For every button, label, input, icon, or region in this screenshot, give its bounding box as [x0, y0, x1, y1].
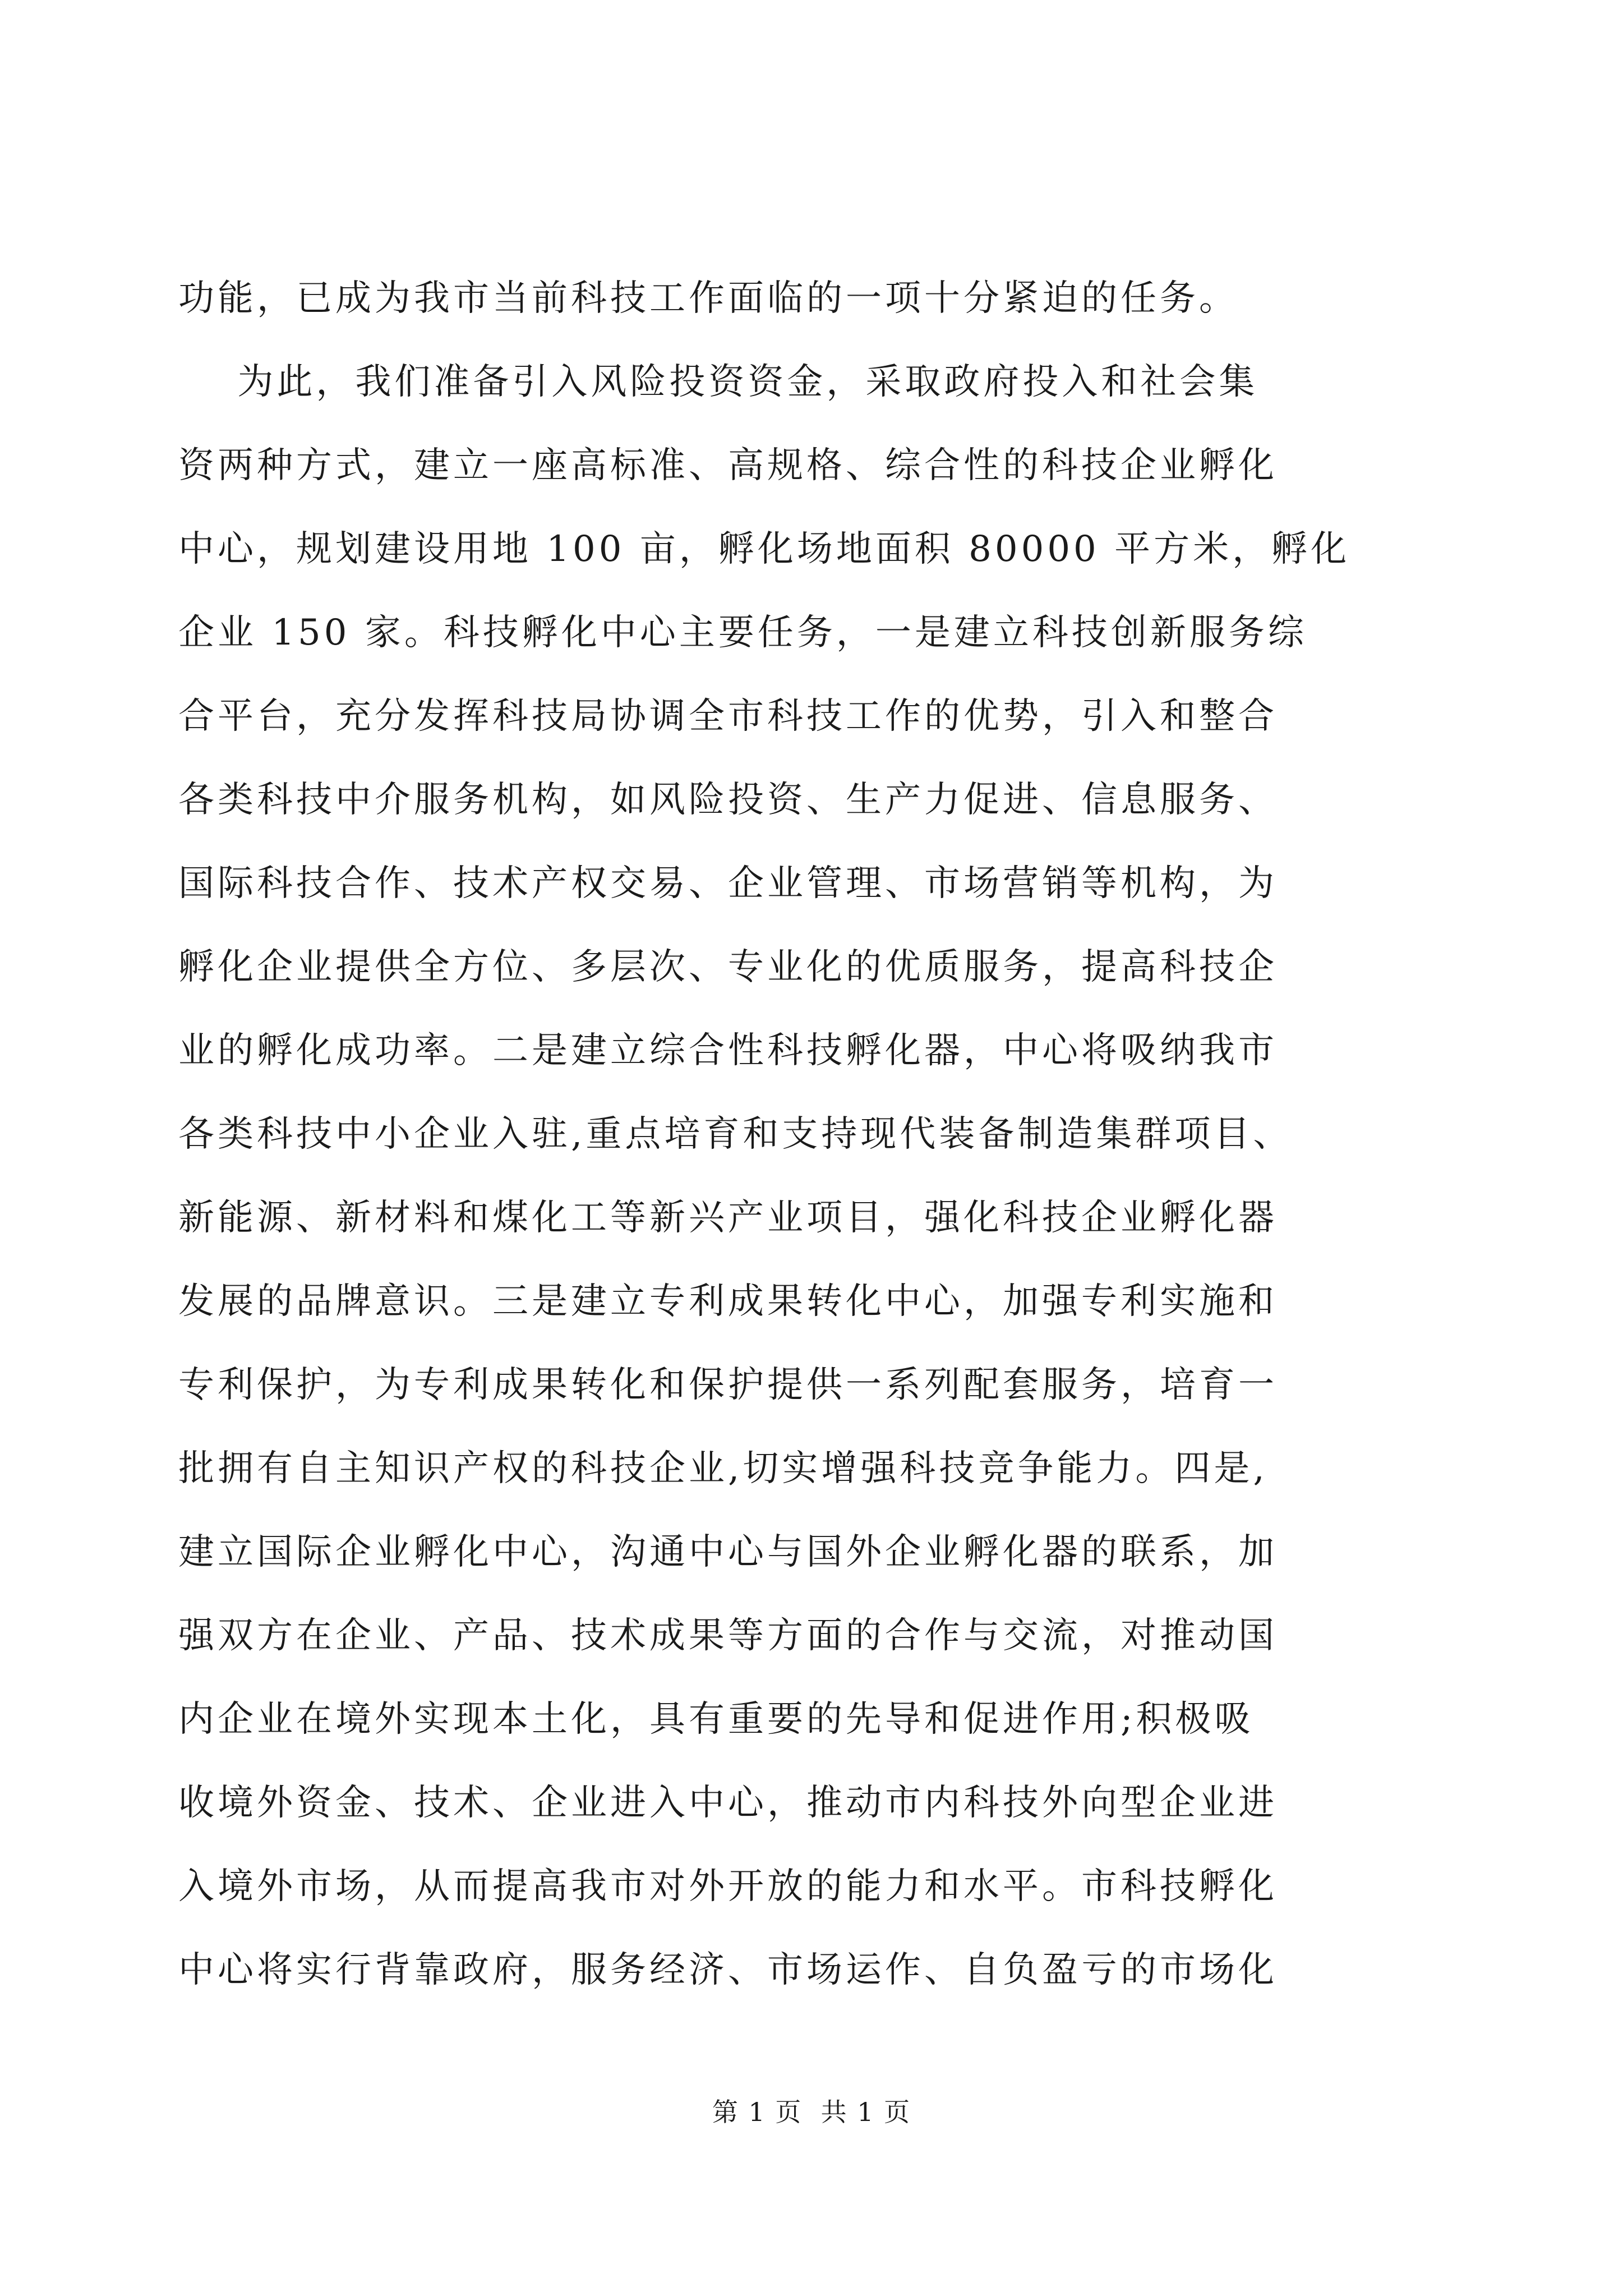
text-line: 发展的品牌意识。三是建立专利成果转化中心，加强专利实施和 — [178, 1281, 1278, 1322]
text-line: 建立国际企业孵化中心，沟通中心与国外企业孵化器的联系，加 — [178, 1531, 1278, 1573]
text-line: 各类科技中小企业入驻,重点培育和支持现代装备制造集群项目、 — [178, 1114, 1293, 1155]
text-line: 新能源、新材料和煤化工等新兴产业项目，强化科技企业孵化器 — [178, 1197, 1278, 1239]
text-line: 孵化企业提供全方位、多层次、专业化的优质服务，提高科技企 — [178, 946, 1278, 988]
text-line: 收境外资金、技术、企业进入中心，推动市内科技外向型企业进 — [178, 1782, 1278, 1824]
text-line: 入境外市场，从而提高我市对外开放的能力和水平。市科技孵化 — [178, 1866, 1278, 1907]
text-line: 合平台，充分发挥科技局协调全市科技工作的优势，引入和整合 — [178, 696, 1278, 737]
text-line: 中心，规划建设用地 100 亩，孵化场地面积 80000 平方米，孵化 — [178, 528, 1350, 570]
text-line: 业的孵化成功率。二是建立综合性科技孵化器，中心将吸纳我市 — [178, 1030, 1278, 1071]
text-line: 为此，我们准备引入风险投资资金，采取政府投入和社会集 — [178, 361, 1258, 403]
text-line: 各类科技中介服务机构，如风险投资、生产力促进、信息服务、 — [178, 779, 1278, 821]
text-line: 资两种方式，建立一座高标准、高规格、综合性的科技企业孵化 — [178, 445, 1278, 486]
text-line: 内企业在境外实现本土化，具有重要的先导和促进作用;积极吸 — [178, 1699, 1254, 1740]
text-line: 功能，已成为我市当前科技工作面临的一项十分紧迫的任务。 — [178, 278, 1238, 319]
text-line: 中心将实行背靠政府，服务经济、市场运作、自负盈亏的市场化 — [178, 1949, 1278, 1991]
page-footer — [0, 2095, 1623, 2129]
text-line: 企业 150 家。科技孵化中心主要任务，一是建立科技创新服务综 — [178, 612, 1307, 654]
text-line: 批拥有自主知识产权的科技企业,切实增强科技竞争能力。四是, — [178, 1448, 1268, 1489]
text-line: 国际科技合作、技术产权交易、企业管理、市场营销等机构，为 — [178, 863, 1278, 904]
text-line: 专利保护，为专利成果转化和保护提供一系列配套服务，培育一 — [178, 1364, 1278, 1406]
text-line: 强双方在企业、产品、技术成果等方面的合作与交流，对推动国 — [178, 1615, 1278, 1657]
page-number-label: 第 1 页 共 1 页 — [712, 2097, 911, 2127]
body-text — [178, 257, 1446, 2012]
